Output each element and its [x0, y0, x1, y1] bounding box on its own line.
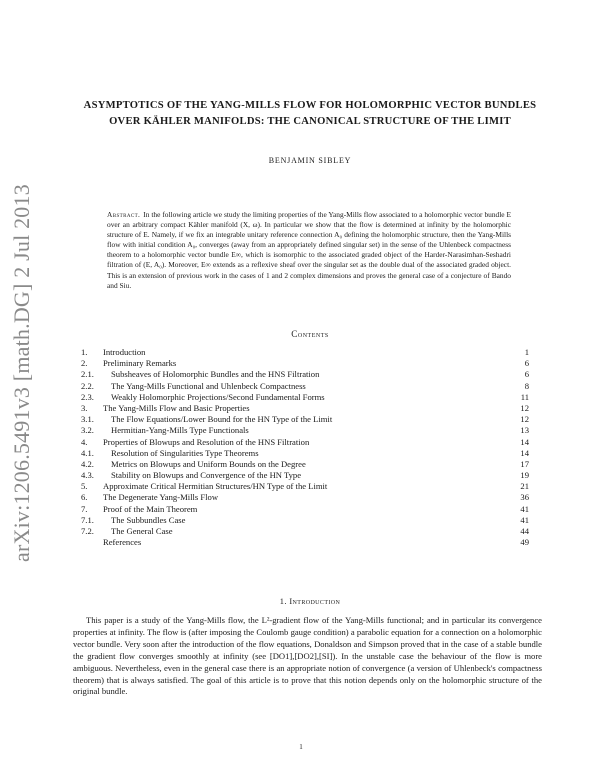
toc-entry[interactable] — [81, 526, 529, 537]
toc-entry-number: 2. — [81, 358, 88, 369]
toc-entry-number: 1. — [81, 347, 88, 357]
toc-entry[interactable] — [81, 392, 529, 403]
toc-entry[interactable] — [81, 448, 529, 459]
toc-entry-page: 44 — [520, 526, 529, 536]
toc-entry-title: References — [103, 537, 142, 548]
toc-entry-label — [81, 369, 319, 380]
toc-entry-label — [81, 504, 197, 515]
toc-entry-label — [81, 492, 218, 503]
toc-entry-label — [81, 515, 185, 526]
toc-entry-page: 13 — [520, 425, 529, 436]
toc-entry-title: Properties of Blowups and Resolution of the HNS Filtration — [103, 436, 310, 447]
toc-entry-number: 3. — [81, 402, 88, 413]
toc-entry-title: The Flow Equations/Lower Bound for the HN Type of the Limit — [111, 414, 333, 425]
page-number: 1 — [299, 743, 303, 751]
toc-entry[interactable] — [81, 358, 529, 369]
abstract-text: In the following article we study the limiting properties of the Yang-Mills flow associated to a holomorphic vector bundle E over an arbitrary compact Kähler manifold (X, ω). In particular we show that the flow is determined at infinity by the holomorphic structure of E. Namely, if we fix an integrable unitary reference connection A₀ defining the holomorphic structure, then the Yang-Mills flow with initial condition A₀, converges (away from an appropriately defined singular set) in the sense of the Uhlenbeck compactness theorem to a holomorphic vector bundle E∞, which is isomorphic to the associated graded object of the Harder-Narasimhan-Seshadri filtration of (E, A₀). Moreover, E∞ extends as a reflexive sheaf over the singular set as the double dual of the associated graded object. This is an extension of previous work in the cases of 1 and 2 complex dimensions and proves the general case of a conjecture of Bando and Siu. — [107, 210, 511, 290]
toc-entry[interactable] — [81, 481, 529, 492]
toc-entry-title: The General Case — [111, 526, 173, 536]
toc-entry[interactable] — [81, 403, 529, 414]
toc-entry-number: 2.2. — [81, 380, 94, 391]
toc-entry-title: Preliminary Remarks — [103, 358, 177, 369]
toc-entry-label — [81, 392, 325, 403]
toc-entry-title: Introduction — [103, 347, 146, 357]
toc-entry-number: 2.3. — [81, 391, 94, 402]
toc-entry-number: 6. — [81, 492, 88, 503]
toc-entry-label — [81, 414, 332, 425]
introduction-paragraph: This paper is a study of the Yang-Mills flow, the L²-gradient flow of the Yang-Mills functional; and in particular its convergence properties at infinity. The flow is (after imposing the Coulomb gauge condition) a parabolic equation for a connection on a holomorphic vector bundle. Very soon after the introduction of the flow equations, Donaldson and Simpson proved that in the case of a stable bundle the gradient flow converges smoothly at infinity (see [DO1],[DO2],[SI]). In the unstable case the behaviour of the flow is more ambiguous. Nevertheless, even in the general case there is an appropriate notion of convergence (a version of Uhlenbeck's compactness theorem) that is always satisfied. The goal of this article is to prove that this notion depends only on the holomorphic structure of the original bundle. — [73, 615, 542, 697]
toc-entry-label — [81, 448, 259, 459]
toc-entry-number: 5. — [81, 481, 88, 492]
abstract-label: Abstract. — [107, 210, 141, 219]
toc-entry-title: Resolution of Singularities Type Theorems — [111, 447, 259, 458]
author-name: BENJAMIN SIBLEY — [268, 156, 352, 165]
toc-entry-page: 41 — [520, 503, 529, 514]
toc-entry-label — [81, 358, 176, 369]
toc-entry-label — [81, 526, 173, 537]
paper-title: ASYMPTOTICS OF THE YANG-MILLS FLOW FOR HOLOMORPHIC VECTOR BUNDLES OVER KÄHLER MANIFOLDS: THE CANONICAL STRUCTURE OF THE LIMIT — [83, 100, 537, 127]
toc-entry-title: Weakly Holomorphic Projections/Second Fundamental Forms — [111, 391, 325, 402]
toc-entry-page: 8 — [524, 380, 529, 391]
toc-entry-label — [81, 347, 145, 358]
arxiv-identifier: arXiv:1206.5491v3 [math.DG] 2 Jul 2013 — [9, 184, 34, 562]
table-of-contents — [81, 347, 529, 548]
toc-entry-label — [81, 425, 249, 436]
toc-entry[interactable] — [81, 437, 529, 448]
toc-entry-title: Stability on Blowups and Convergence of the HN Type — [111, 470, 302, 481]
toc-entry-title: The Degenerate Yang-Mills Flow — [103, 492, 219, 503]
toc-entry-page: 21 — [520, 481, 529, 492]
toc-entry-number: 3.2. — [81, 425, 94, 436]
toc-entry[interactable] — [81, 414, 529, 425]
abstract — [107, 210, 511, 291]
toc-entry-title: Proof of the Main Theorem — [103, 503, 198, 514]
toc-entry-number: 4.2. — [81, 458, 94, 469]
toc-entry[interactable] — [81, 504, 529, 515]
toc-entry[interactable] — [81, 492, 529, 503]
toc-entry-page: 14 — [520, 436, 529, 447]
toc-entry-page: 1 — [524, 347, 529, 357]
toc-entry-title: The Subbundles Case — [111, 514, 186, 525]
toc-entry-title: The Yang-Mills Functional and Uhlenbeck Compactness — [111, 380, 306, 391]
toc-entry[interactable] — [81, 425, 529, 436]
toc-entry[interactable] — [81, 459, 529, 470]
toc-entry-label — [81, 437, 309, 448]
toc-entry-page: 6 — [524, 358, 529, 369]
toc-entry-page: 11 — [520, 391, 529, 402]
toc-entry-title: The Yang-Mills Flow and Basic Properties — [103, 402, 250, 413]
toc-entry-label — [81, 403, 250, 414]
toc-entry-label — [81, 459, 306, 470]
toc-entry-label — [81, 481, 327, 492]
toc-entry-label — [81, 381, 306, 392]
section-number: 1. — [279, 597, 287, 606]
toc-entry-page: 6 — [524, 369, 529, 380]
toc-entry-page: 49 — [520, 537, 529, 548]
toc-entry-number: 2.1. — [81, 369, 94, 380]
toc-entry-title: Subsheaves of Holomorphic Bundles and the HNS Filtration — [111, 369, 320, 380]
section-heading — [80, 597, 540, 606]
toc-entry-number: 4. — [81, 436, 88, 447]
toc-entry[interactable] — [81, 470, 529, 481]
toc-entry-page: 19 — [520, 470, 529, 481]
toc-entry-number: 7.1. — [81, 514, 94, 525]
toc-entry-page: 36 — [520, 492, 529, 503]
toc-entry-number: 7.2. — [81, 526, 94, 536]
toc-entry[interactable] — [81, 347, 529, 358]
toc-entry-label — [81, 537, 141, 548]
toc-entry-number: 7. — [81, 503, 88, 514]
toc-entry-number: 4.1. — [81, 447, 94, 458]
toc-entry-title: Approximate Critical Hermitian Structures/HN Type of the Limit — [103, 481, 328, 492]
toc-entry[interactable] — [81, 515, 529, 526]
toc-entry-number: 3.1. — [81, 414, 94, 425]
toc-entry-page: 12 — [520, 414, 529, 425]
toc-entry[interactable] — [81, 369, 529, 380]
toc-entry-number: 4.3. — [81, 470, 94, 481]
toc-entry-title: Hermitian-Yang-Mills Type Functionals — [111, 425, 249, 436]
section-title: Introduction — [289, 597, 341, 606]
toc-entry-title: Metrics on Blowups and Uniform Bounds on the Degree — [111, 458, 306, 469]
toc-entry[interactable] — [81, 381, 529, 392]
toc-entry-page: 14 — [520, 447, 529, 458]
toc-entry-label — [81, 470, 301, 481]
toc-entry-page: 12 — [520, 402, 529, 413]
toc-entry[interactable] — [81, 537, 529, 548]
contents-heading: Contents — [291, 329, 329, 339]
toc-entry-page: 41 — [520, 514, 529, 525]
toc-entry-page: 17 — [520, 458, 529, 469]
